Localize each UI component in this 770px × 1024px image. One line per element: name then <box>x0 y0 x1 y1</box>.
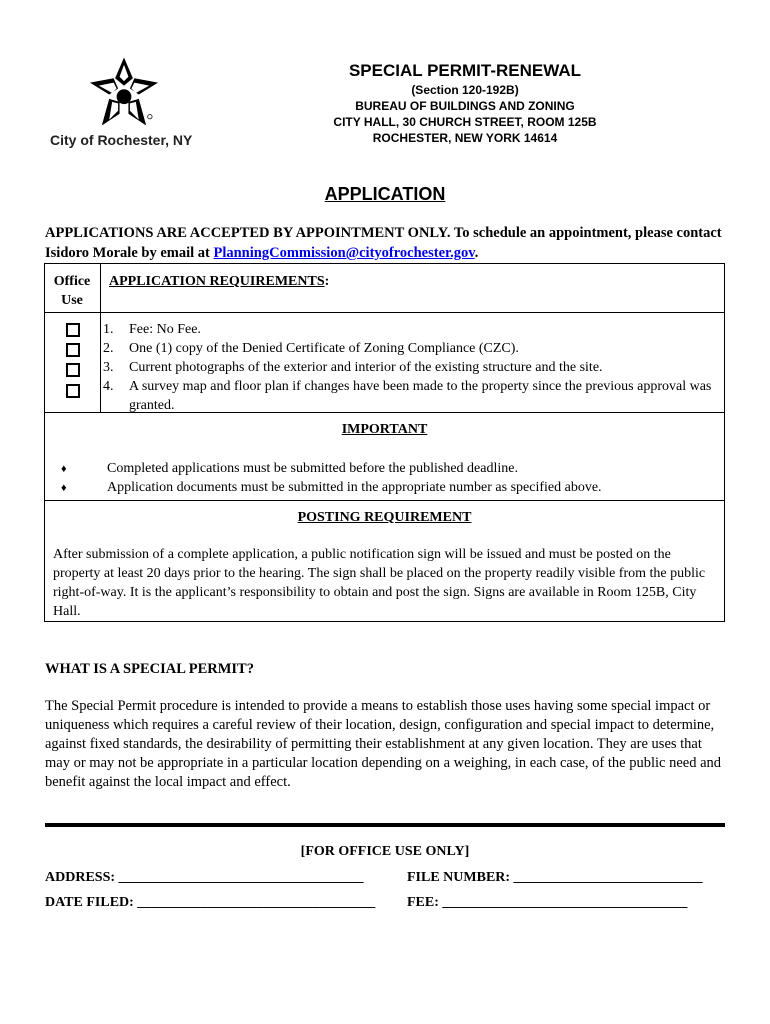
checkbox-survey-map[interactable] <box>66 384 80 398</box>
file-number-field[interactable]: FILE NUMBER: ___________________________ <box>407 870 703 885</box>
what-is-heading: WHAT IS A SPECIAL PERMIT? <box>45 661 254 677</box>
requirement-number: 1. <box>103 322 114 337</box>
requirement-number: 2. <box>103 341 114 356</box>
bureau-name: BUREAU OF BUILDINGS AND ZONING <box>355 99 575 113</box>
important-header: IMPORTANT <box>341 422 428 437</box>
application-title: APPLICATION <box>324 184 446 204</box>
document-header <box>290 60 640 146</box>
section-reference: (Section 120-192B) <box>411 83 519 97</box>
checkbox-photographs[interactable] <box>66 363 80 377</box>
requirement-text: Current photographs of the exterior and interior of the existing structure and the site. <box>129 360 603 375</box>
checkbox-czc[interactable] <box>66 343 80 357</box>
office-use-label: Office Use <box>53 274 91 308</box>
important-item <box>59 459 518 479</box>
requirement-number: 4. <box>103 379 114 394</box>
requirement-item <box>103 377 713 415</box>
requirement-number: 3. <box>103 360 114 375</box>
requirement-item <box>103 358 713 377</box>
address-line-2: ROCHESTER, NEW YORK 14614 <box>372 131 558 145</box>
date-filed-field[interactable]: DATE FILED: __________________________________ <box>45 895 376 910</box>
appointment-text-end: . <box>474 245 479 261</box>
checkbox-fee[interactable] <box>66 323 80 337</box>
requirements-list <box>103 320 713 415</box>
requirement-item <box>103 320 713 339</box>
requirements-header <box>109 272 329 291</box>
city-logo-icon <box>86 56 162 130</box>
what-is-body: The Special Permit procedure is intended to provide a means to establish those uses having some special impact or uniqueness which requires a careful review of their location, design, configuration and special impact to determine, against fixed standards, the desirability of permitting their establishment at any given location. They are uses that may or may not be appropriate in a particular location depending on a weighing, in each case, of the public need and benefit against the local impact and effect. <box>45 698 722 790</box>
posting-header: POSTING REQUIREMENT <box>297 510 472 525</box>
divider <box>45 823 725 827</box>
requirement-text: A survey map and floor plan if changes have been made to the property since the previous approval was granted. <box>129 379 712 413</box>
posting-text: After submission of a complete application, a public notification sign will be issued and must be posted on the property at least 20 days prior to the hearing. The sign shall be placed on the property readily visible from the public right-of-way. It is the applicant’s responsibility to obtain and post the sign. Signs are available in Room 125B, City Hall. <box>53 547 706 619</box>
office-use-label: [FOR OFFICE USE ONLY] <box>300 844 470 859</box>
document-title: SPECIAL PERMIT-RENEWAL <box>348 61 582 80</box>
requirements-header-text: APPLICATION REQUIREMENTS <box>109 274 325 289</box>
important-item-text: Application documents must be submitted in the appropriate number as specified above. <box>107 480 602 495</box>
important-item-text: Completed applications must be submitted before the published deadline. <box>107 461 518 476</box>
important-item <box>59 478 602 498</box>
diamond-bullet-icon: ♦ <box>61 482 67 494</box>
appointment-notice <box>45 223 735 263</box>
requirement-text: One (1) copy of the Denied Certificate of Zoning Compliance (CZC). <box>129 341 519 356</box>
requirements-header-colon: : <box>324 274 330 289</box>
address-line-1: CITY HALL, 30 CHURCH STREET, ROOM 125B <box>333 115 597 129</box>
diamond-bullet-icon: ♦ <box>61 463 67 475</box>
requirement-text: Fee: No Fee. <box>129 322 201 337</box>
email-link[interactable]: PlanningCommission@cityofrochester.gov <box>213 245 475 261</box>
requirements-table <box>44 263 725 622</box>
address-field[interactable]: ADDRESS: ___________________________________ <box>45 870 364 885</box>
requirement-item <box>103 339 713 358</box>
appointment-text: APPLICATIONS ARE ACCEPTED BY APPOINTMENT ONLY. To schedule an appointment, please contact Isidoro Morale by email at <box>45 225 722 261</box>
fee-field[interactable]: FEE: ___________________________________ <box>407 895 688 910</box>
city-name: City of Rochester, NY <box>50 132 193 148</box>
